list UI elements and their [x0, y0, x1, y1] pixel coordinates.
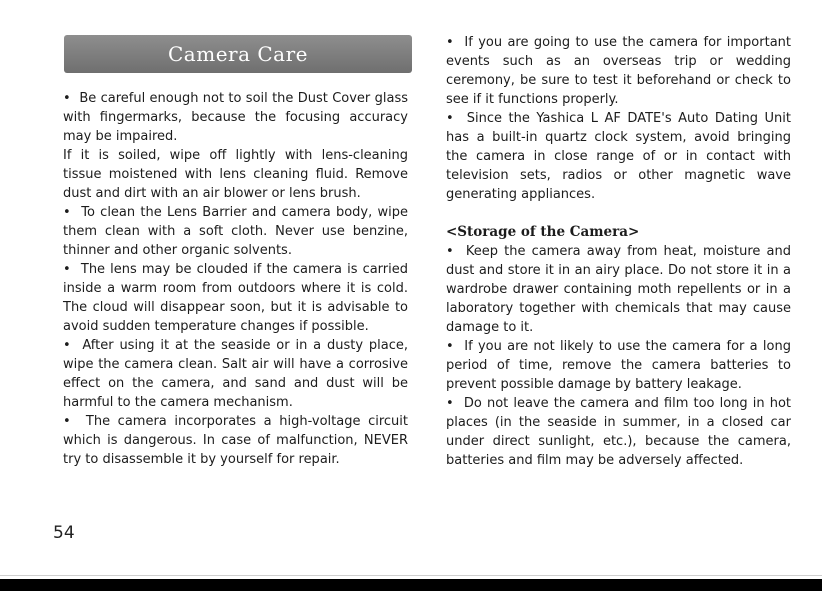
paragraph: • Be careful enough not to soil the Dust Cover glass with fingermarks, because the focusing accuracy may be impaired. — [63, 89, 408, 146]
bottom-edge-bar — [0, 579, 822, 591]
paragraph: • To clean the Lens Barrier and camera body, wipe them clean with a soft cloth. Never use benzine, thinner and other organic solvents. — [63, 203, 408, 260]
paragraph: • Do not leave the camera and film too long in hot places (in the seaside in summer, in a closed car under direct sunlight, etc.), because the camera, batteries and film may be adversely affected. — [446, 394, 791, 470]
page-number: 54 — [53, 523, 75, 543]
paragraph: • The camera incorporates a high-voltage circuit which is dangerous. In case of malfunction, NEVER try to disassemble it by yourself for repair. — [63, 412, 408, 469]
paragraph: If it is soiled, wipe off lightly with lens-cleaning tissue moistened with lens cleaning fluid. Remove dust and dirt with an air blower or lens brush. — [63, 148, 408, 201]
paragraph: • After using it at the seaside or in a dusty place, wipe the camera clean. Salt air will have a corrosive effect on the camera, and sand and dust will be harmful to the camera mechanism. — [63, 336, 408, 412]
paragraph: • Keep the camera away from heat, moisture and dust and store it in an airy place. Do not store it in a wardrobe drawer containing moth repellents or in a laboratory together with chemicals that may cause damage to it. — [446, 242, 791, 337]
title-banner — [64, 35, 412, 73]
paragraph: • Since the Yashica L AF DATE's Auto Dating Unit has a built-in quartz clock system, avoid bringing the camera in close range of or in contact with television sets, radios or other magnetic wave generating appliances. — [446, 109, 791, 204]
paragraph: • If you are not likely to use the camera for a long period of time, remove the camera batteries to prevent possible damage by battery leakage. — [446, 337, 791, 394]
left-column — [63, 89, 408, 469]
divider — [0, 575, 822, 576]
section-heading-storage: <Storage of the Camera> — [446, 224, 640, 240]
paragraph: • If you are going to use the camera for important events such as an overseas trip or wedding ceremony, be sure to test it beforehand or check to see if it functions properly. — [446, 33, 791, 109]
paragraph: • The lens may be clouded if the camera is carried inside a warm room from outdoors where it is cold. The cloud will disappear soon, but it is advisable to avoid sudden temperature changes if possible. — [63, 260, 408, 336]
page-title: Camera Care — [168, 42, 308, 66]
right-column — [446, 33, 791, 470]
